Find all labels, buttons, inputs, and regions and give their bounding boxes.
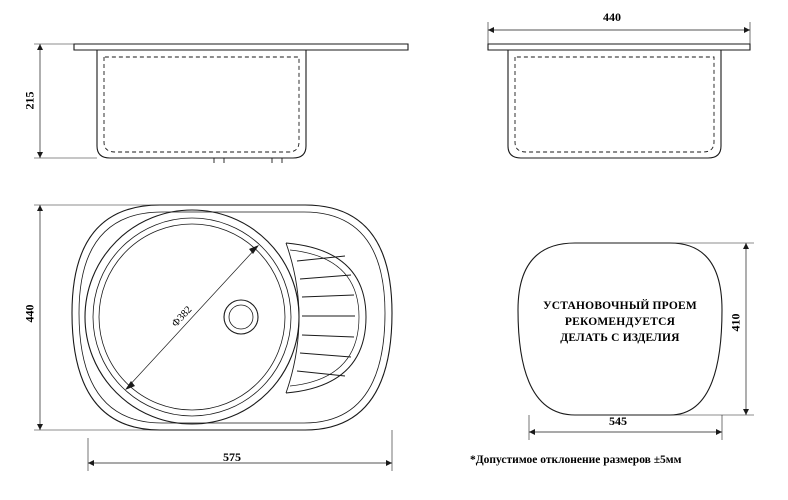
side-bowl-inner-dashed <box>515 57 714 152</box>
dimension-label-215: 215 <box>22 91 37 110</box>
front-bowl-inner-dashed <box>104 57 299 152</box>
dimension-label-440-top: 440 <box>603 10 621 24</box>
top-plan-view <box>72 205 392 430</box>
front-drain-marks <box>214 158 224 163</box>
diameter-arrow-bottom <box>125 381 135 390</box>
cutout-note-line-3: ДЕЛАТЬ С ИЗДЕЛИЯ <box>560 332 680 344</box>
dim-depth-arrow-top <box>37 205 43 211</box>
cutout-note-line-1: УСТАНОВОЧНЫЙ ПРОЕМ <box>543 300 697 312</box>
dimension-width-440-top <box>488 22 750 44</box>
side-section-view <box>488 44 750 158</box>
diameter-leader-line <box>127 247 257 388</box>
dim-length-arrow-right <box>386 460 392 466</box>
front-rim-outline <box>74 44 408 50</box>
cutout-note-line-2: РЕКОМЕНДУЕТСЯ <box>564 316 676 328</box>
dim-length-arrow-left <box>88 460 94 466</box>
dimension-label-545: 545 <box>609 414 627 428</box>
tolerance-footnote: *Допустимое отклонение размеров ±5мм <box>470 454 682 466</box>
dim-410-arrow-top <box>743 243 749 249</box>
dim-410-arrow-bottom <box>743 409 749 415</box>
front-bowl-outer <box>97 50 306 158</box>
dim-545-arrow-right <box>716 429 722 435</box>
side-rim-outline <box>488 44 750 50</box>
dim-440-top-arrow-left <box>488 27 494 33</box>
dimension-label-575: 575 <box>223 450 241 464</box>
front-overflow-marks <box>272 158 282 163</box>
dim-215-arrow-bottom <box>37 152 43 158</box>
dim-215-arrow-top <box>37 44 43 50</box>
diameter-arrow-top <box>249 245 259 254</box>
dim-440-top-arrow-right <box>744 27 750 33</box>
side-bowl-outer <box>508 50 721 158</box>
drain-inner-circle <box>229 305 253 329</box>
dimension-label-bowl-diameter: Ф382 <box>170 304 195 330</box>
drainboard-grooves <box>297 256 355 376</box>
dim-depth-arrow-bottom <box>37 424 43 430</box>
drainboard-outline <box>286 243 366 393</box>
dimension-height-215 <box>34 44 97 158</box>
dimension-label-440-depth: 440 <box>22 304 37 323</box>
front-section-view <box>74 44 408 163</box>
sink-inner-outline <box>79 212 385 423</box>
bowl-drainboard-divider <box>286 243 299 393</box>
dim-545-arrow-left <box>529 429 535 435</box>
dimension-label-410: 410 <box>728 313 743 332</box>
drainboard-inner-outline <box>290 250 359 386</box>
